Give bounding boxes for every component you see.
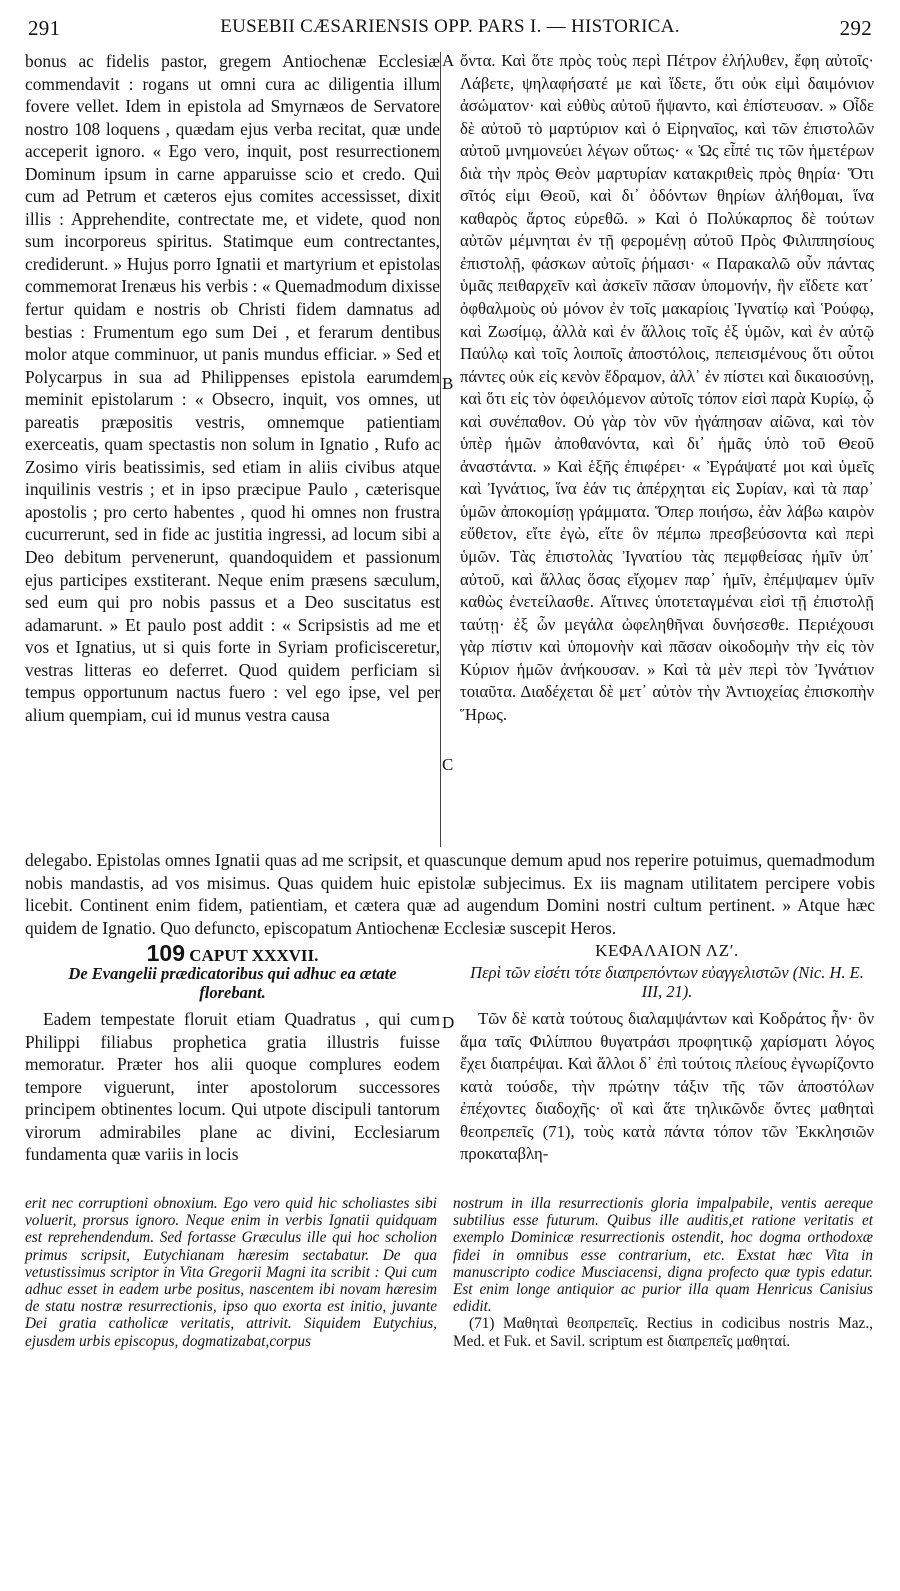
footnote-left: erit nec corruptioni obnoxium. Ego vero quid hic scholiastes sibi voluerit, prorsus ignoro. Neque enim in verbis Ignatii quidquam est reprehendendum. Sed fortasse Græculus ille qui hoc scholion primus scripsit, Eutychianam hæresim sectabatur. De qua vetustissimus scriptor in Vita Gregorii Magni ita scribit : Qui cum adhuc esset in eadem urbe positus, nascentem ibi novam hæresim de statu nostræ resurrectionis, ipso quo exorta est initio, juvante Dei gratia catholicæ veritatis, attrivit. Siquidem Eutychius, ejusdem urbis episcopus, dogmatizabat,corpus	[25, 1195, 437, 1350]
latin-chapter-text: Eadem tempestate floruit etiam Quadratus , qui cum Philippi filiabus prophetica gratia illustris fuisse memoratur. Præter hos alii quoque complures eodem tempore viguerunt, inter apostolorum successores principem obtinentes locum. Qui utpote discipuli tantorum virorum admirabiles plane ac divini, Ecclesiarum fundamenta quæ variis in locis	[25, 1009, 440, 1165]
latin-chapter-subtitle: De Evangelii prædicatoribus qui adhuc ea ætate florebant.	[68, 964, 397, 1002]
footnote-right	[453, 1195, 873, 1350]
latin-chapter-heading	[25, 940, 440, 967]
footnote-continuation: nostrum in illa resurrectionis gloria impalpabile, ventis aereque subtilius esse futurum. Quibus ille auditis,et ratione veritatis et exemplo Dominicæ resurrectionis ostendit, hoc dogma orthodoxæ fidei in omnibus esse contrarium, etc. Exstat hæc Vita in manuscripto codice Musciacensi, digna profecto quæ typis edatur. Est enim longe antiquior ac purior illa quam Henricus Canisius edidit.	[453, 1195, 873, 1316]
footnote-71: (71) Μαθηταὶ θεοπρεπεῖς. Rectius in codicibus nostris Maz., Med. et Fuk. et Savil. scriptum est διαπρεπεῖς μαθηταί.	[453, 1315, 873, 1350]
margin-letter-c: C	[442, 755, 454, 774]
full-width-paragraph: delegabo. Epistolas omnes Ignatii quas ad me scripsit, et quascunque demum apud nos reperire potuimus, quemadmodum nobis mandastis, ad vos misimus. Quas quidem huic epistolæ subjecimus. Ex iis magnam utilitatem percipere vobis licebit. Continent enim fidem, patientiam, et cætera quæ ad augendum Domini nostri cultum pertinent. » Atque hæc quidem de Ignatio. Quo defuncto, episcopatum Antiochenæ Ecclesiæ suscepit Heros.	[25, 850, 875, 938]
greek-column-text: ὄντα. Καὶ ὅτε πρὸς τοὺς περὶ Πέτρον ἐλήλυθεν, ἔφη αὐτοῖς· Λάβετε, ψηλαφήσατέ με καὶ ἴδετε, ὅτι οὐκ εἰμὶ δαιμόνιον ἀσώματον· καὶ εὐθὺς αὐτοῦ ἥψαντο, καὶ ἐπίστευσαν. » Οἶδε δὲ αὐτοῦ τὸ μαρτύριον καὶ ὁ Εἰρηναῖος, καὶ τῶν ἐπιστολῶν αὐτοῦ μνημονεύει λέγων οὕτως· « Ὡς εἶπέ τις τῶν ἡμετέρων διὰ τὴν πρὸς Θεὸν μαρτυρίαν κατακριθεὶς πρὸς θηρία· Ὅτι σῖτός εἰμι Θεοῦ, καὶ δι᾽ ὀδόντων θηρίων ἀλήθομαι, ἵνα καθαρὸς ἄρτος εὑρεθῶ. » Καὶ ὁ Πολύκαρπος δὲ τούτων αὐτῶν μέμνηται ἐν τῇ φερομένῃ αὐτοῦ Πρὸς Φιλιππησίους ἐπιστολῇ, φάσκων αὐτοῖς ῥήμασι· « Παρακαλῶ οὖν πάντας ὑμᾶς πειθαρχεῖν καὶ ἀσκεῖν πᾶσαν ὑπομονήν, ἣν εἴδετε κατ᾽ ὀφθαλμοὺς οὐ μόνον ἐν τοῖς μακαρίοις Ἰγνατίῳ καὶ Ῥούφῳ, καὶ Ζωσίμῳ, ἀλλὰ καὶ ἐν ἄλλοις τοῖς ἐξ ὑμῶν, καὶ ἐν αὐτῷ Παύλῳ καὶ τοῖς λοιποῖς ἀποστόλοις, πεπεισμένους ὅτι οὗτοι πάντες οὐκ εἰς κενὸν ἔδραμον, ἀλλ᾽ ἐν πίστει καὶ δικαιοσύνῃ, καὶ ὅτι εἰς τὸν ὀφειλόμενον αὐτοῖς τόπον εἰσὶ παρὰ Κυρίῳ, ᾧ καὶ συνέπαθον. Οὐ γὰρ τὸν νῦν ἠγάπησαν αἰῶνα, καὶ τὸν ὑπὲρ ἡμῶν ἀποθανόντα, καὶ δι᾽ ἡμᾶς ὑπὸ τοῦ Θεοῦ ἀναστάντα. » Καὶ ἑξῆς ἐπιφέρει· « Ἐγράψατέ μοι καὶ ὑμεῖς καὶ Ἰγνάτιος, ἵνα ἐάν τις ἀπέρχηται εἰς Συρίαν, καὶ τὰ παρ᾽ ὑμῶν ἀποκομίσῃ γράμματα. Ὅπερ ποιήσω, ἐὰν λάβω καιρὸν εὔθετον, εἴτε ἐγὼ, εἴτε ὃν πέμπω πρεσβεύσοντα καὶ περὶ ὑμῶν. Τὰς ἐπιστολὰς Ἰγνατίου τὰς πεμφθείσας ἡμῖν ὑπ᾽ αὐτοῦ, καὶ ἄλλας ὅσας εἴχομεν παρ᾽ ἡμῖν, ἐπέμψαμεν ὑμῖν καθὼς ἐνετείλασθε. Αἵτινες ὑποτεταγμέναι εἰσὶ τῇ ἐπιστολῇ ταύτῃ· ἐξ ὧν μεγάλα ὠφεληθῆναι δυνήσεσθε. Περιέχουσι γὰρ πίστιν καὶ ὑπομονὴν καὶ πᾶσαν οἰκοδομὴν τὴν εἰς τὸν Κύριον ἡμῶν ἀνήκουσαν. » Καὶ τὰ μὲν περὶ τὸν Ἰγνάτιον τοιαῦτα. Διαδέχεται δὲ μετ᾽ αὐτὸν τὴν Ἀντιοχείας ἐπισκοπὴν Ἥρως.	[460, 51, 874, 724]
greek-chapter-text: Τῶν δὲ κατὰ τούτους διαλαμψάντων καὶ Κοδράτος ἦν· ὃν ἅμα ταῖς Φιλίππου θυγατράσι προφητικῷ χαρίσματι λόγος ἔχει διαπρέψαι. Καὶ ἄλλοι δ᾽ ἐπὶ τούτοις πλείους ἐγνωρίζοντο κατὰ τούσδε, τὴν πρώτην τάξιν τῆς τῶν ἀποστόλων ἐπέχοντες διαδοχῆς· οἳ καὶ ἅτε τηλικῶνδε ὄντες μαθηταὶ θεοπρεπεῖς (71), τοὺς κατὰ πάντα τόπον τῶν Ἐκκλησιῶν προκαταβλη-	[460, 1009, 874, 1164]
margin-letter-d: D	[442, 1013, 455, 1032]
margin-letter-a: A	[442, 51, 455, 70]
chapter-page-number: 109	[146, 940, 186, 966]
greek-chapter-subtitle: Περὶ τῶν εἰσέτι τότε διαπρεπόντων εὐαγγελιστῶν (Nic. H. E. III, 21).	[470, 963, 864, 1001]
latin-column-text: bonus ac fidelis pastor, gregem Antiochenæ Ecclesiæ commendavit : rogans ut omni cura ac diligentia illum fovere vellet. Idem in epistola ad Smyrnæos de Servatore nostro 108 loquens , quædam ejus verba recitat, quæ unde acceperit ignoro. « Ego vero, inquit, post resurrectionem Dominum ipsum in carne apparuisse scio et credo. Qui cum ad Petrum et cæteros ejus comites accessisset, dixit illis : Apprehendite, contrectate me, et videte, quod non sum incorporeus spiritus. Statimque eum contrectantes, crediderunt. » Hujus porro Ignatii et martyrium et epistolas commemorat Irenæus his verbis : « Quemadmodum dixisse fertur quidam e nostris ob Christi fidem damnatus ad bestias : Frumentum ego sum Dei , et ferarum dentibus molor atque comminuor, ut panis mundus efficiar. » Sed et Polycarpus in sua ad Philippenses epistola earumdem meminit epistolarum : « Obsecro, inquit, vos omnes, ut pareatis præpositis vestris, omnemque patientiam exerceatis, quam spectastis non solum in Ignatio , Rufo ac Zosimo viris beatissimis, sed etiam in aliis civibus atque inquilinis vestris ; et in ipso præcipue Paulo , cæterisque apostolis ; pro certo habentes , quod hi omnes non frustra cucurrerunt, sed in fide ac justitia ingressi, ad locum sibi a Deo debitum pervenerunt, quandoquidem et passionum ejus participes exstiterant. Neque enim præsens sæculum, sed eum qui pro nobis passus et a Deo suscitatus est adamarunt. » Et paulo post addit : « Scripsistis ad me et vos et Ignatius, ut si quis forte in Syriam proficisceretur, vestras litteras eo deferret. Quod quidem perficiam si tempus opportunum nactus fuero : vel ego ipse, vel per alium quempiam, cui id munus vestra causa	[25, 51, 440, 725]
margin-letter-b: B	[442, 374, 454, 393]
latin-chapter-label: CAPUT XXXVII.	[189, 946, 319, 965]
greek-chapter-heading: ΚΕΦΑΛΑΙΟΝ ΛΖʹ.	[595, 941, 739, 960]
column-rule	[440, 52, 441, 847]
page-number-right: 292	[839, 16, 872, 40]
running-header	[0, 16, 900, 40]
page-number-left: 291	[28, 16, 61, 40]
running-title: EUSEBII CÆSARIENSIS OPP. PARS I. — HISTORICA.	[220, 16, 680, 37]
